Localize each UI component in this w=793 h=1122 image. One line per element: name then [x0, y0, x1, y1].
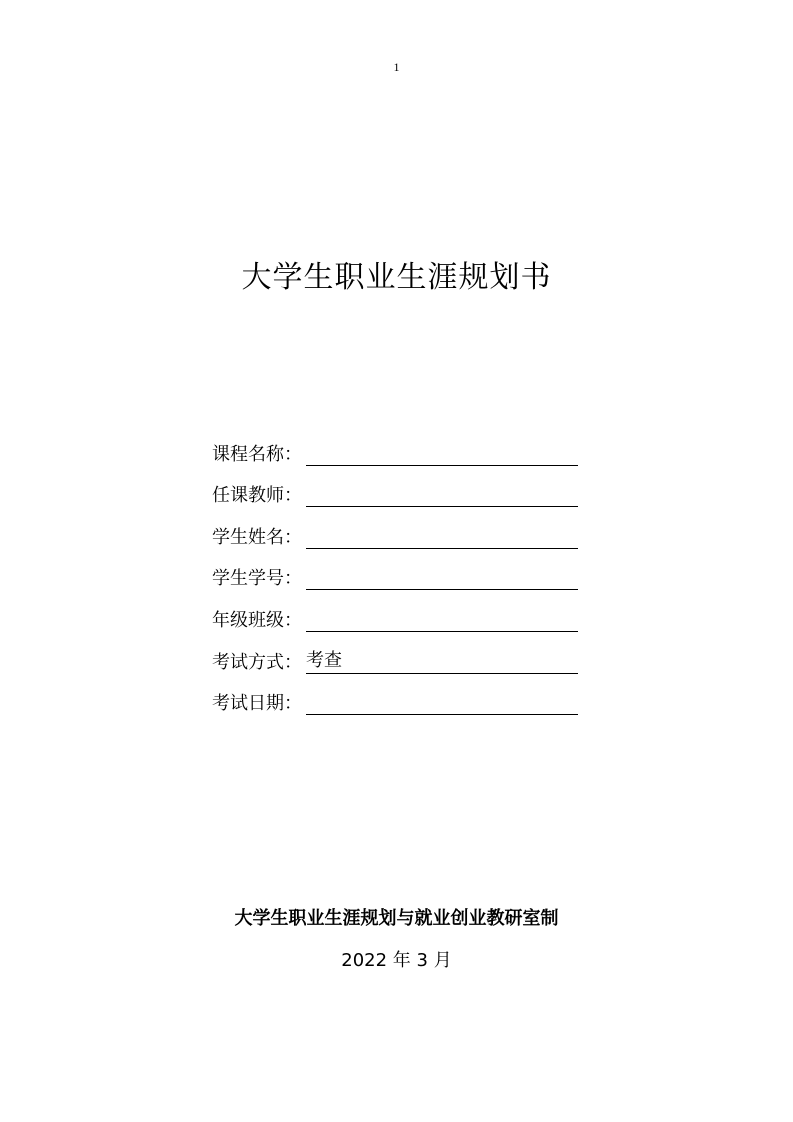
footer-organization: 大学生职业生涯规划与就业创业教研室制: [234, 908, 559, 929]
form-row-exam-method: [212, 634, 578, 676]
exam-date-field[interactable]: [306, 690, 578, 715]
form-label: 学生姓名：: [212, 526, 302, 548]
form-label: 任课教师：: [212, 485, 302, 507]
form-label: 学生学号：: [212, 568, 302, 590]
form-row-student-id: [212, 551, 578, 593]
form-row-exam-date: [212, 676, 578, 718]
form-row-course-name: [212, 426, 578, 468]
info-form: [212, 426, 578, 717]
exam-method-field[interactable]: 考查: [306, 649, 578, 674]
page-number: 1: [393, 60, 400, 74]
footer-date: 2022 年 3 月: [341, 950, 452, 971]
form-label: 考试日期：: [212, 693, 302, 715]
form-row-student-name: [212, 509, 578, 551]
student-id-field[interactable]: [306, 565, 578, 590]
form-row-grade-class: [212, 592, 578, 634]
course-name-field[interactable]: [306, 441, 578, 466]
grade-class-field[interactable]: [306, 607, 578, 632]
teacher-field[interactable]: [306, 482, 578, 507]
form-row-teacher: [212, 468, 578, 510]
document-title: 大学生职业生涯规划书: [241, 260, 552, 295]
form-label: 考试方式：: [212, 651, 302, 673]
form-label: 课程名称：: [212, 443, 302, 465]
form-label: 年级班级：: [212, 609, 302, 631]
student-name-field[interactable]: [306, 524, 578, 549]
